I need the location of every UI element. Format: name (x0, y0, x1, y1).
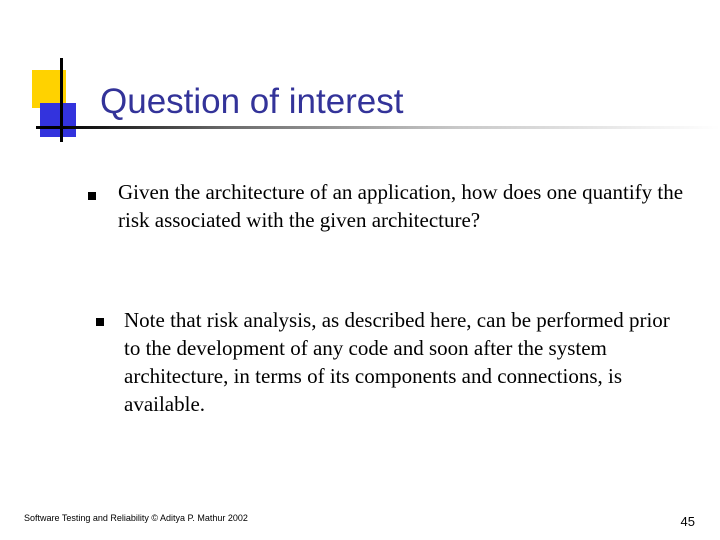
page-number: 45 (680, 514, 695, 529)
logo-blue-square (40, 103, 76, 137)
title-underline (60, 126, 720, 129)
bullet-square-icon (88, 192, 96, 200)
bullet-text-1: Given the architecture of an application, how does one quantify the risk associated with the given architecture? (118, 180, 684, 232)
bullet-square-icon (96, 318, 104, 326)
logo-vertical-line (60, 58, 63, 142)
slide-title: Question of interest (100, 82, 404, 121)
slide-footer: Software Testing and Reliability © Aditya P. Mathur 2002 (24, 513, 248, 523)
bullet-text-2: Note that risk analysis, as described here, can be performed prior to the development of any code and soon after the system architecture, in terms of its components and connections, is available. (124, 308, 670, 416)
